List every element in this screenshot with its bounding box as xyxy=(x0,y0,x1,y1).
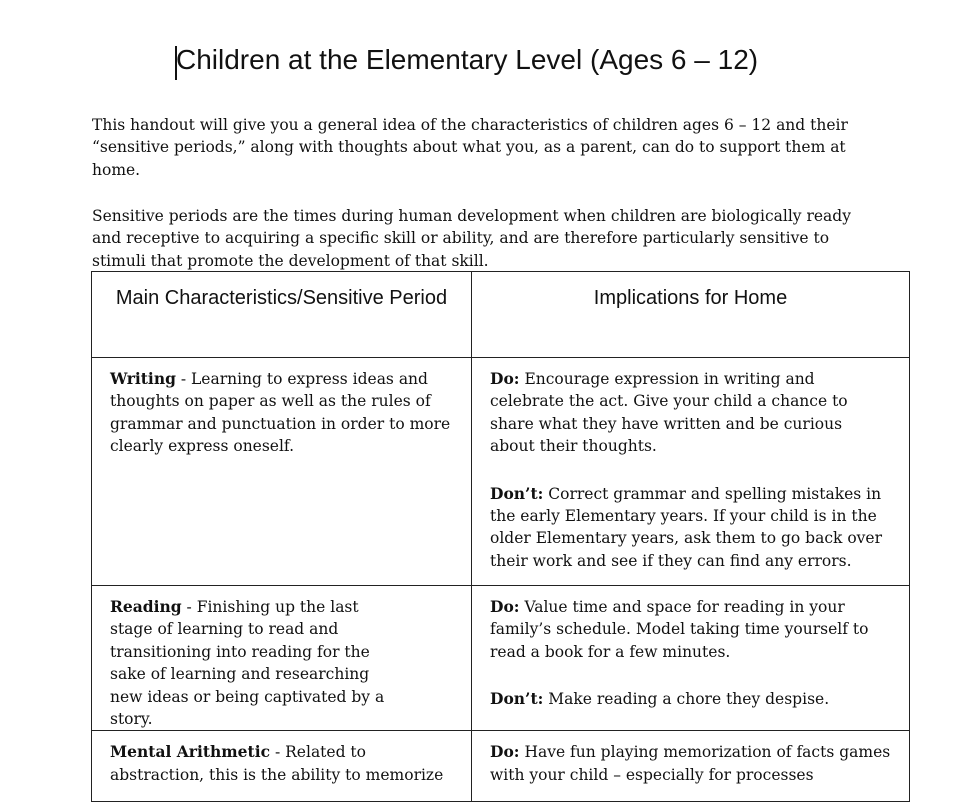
dont-label: Don’t: xyxy=(490,689,544,709)
intro-paragraph: This handout will give you a general idea of the characteristics of children ages 6 – 12 and their “sensitive periods,” along with thoughts about what you, as a parent, can do to support them at home. xyxy=(92,116,848,179)
table-row xyxy=(92,358,910,586)
characteristic-cell xyxy=(92,586,472,731)
do-text: Have fun playing memorization of facts games with your child – especially for processes xyxy=(490,743,891,784)
dont-label: Don’t: xyxy=(490,483,544,503)
do-label: Do: xyxy=(490,597,520,616)
do-label: Do: xyxy=(490,742,520,762)
page-title: Children at the Elementary Level (Ages 6 – 12) xyxy=(176,44,759,75)
implication-cell xyxy=(472,731,910,802)
table-row xyxy=(92,586,910,731)
do-text: Value time and space for reading in your family’s schedule. Model taking time yourself to read a book for a few minutes. xyxy=(490,598,869,661)
do-text: Encourage expression in writing and celebrate the act. Give your child a chance to share what they have written and be curious about their thoughts. xyxy=(490,370,848,456)
term-description: - Related to abstraction, this is the ability to memorize xyxy=(110,743,444,784)
characteristic-cell xyxy=(92,731,472,802)
term-label: Reading xyxy=(110,597,182,616)
implication-cell xyxy=(472,358,910,586)
do-label: Do: xyxy=(490,369,520,388)
term-label: Mental Arithmetic xyxy=(110,742,271,762)
term-label: Writing xyxy=(110,369,176,388)
header-characteristics: Main Characteristics/Sensitive Period xyxy=(92,272,472,358)
table-header-row xyxy=(92,272,910,358)
dont-text: Correct grammar and spelling mistakes in the early Elementary years. If your child is in the older Elementary years, ask them to go back over their work and see if they can find any errors. xyxy=(490,484,882,570)
dont-text: Make reading a chore they despise. xyxy=(543,690,830,709)
implication-cell xyxy=(472,586,910,731)
definition-paragraph: Sensitive periods are the times during human development when children are biologically ready and receptive to acquiring a specific skill or ability, and are therefore particularly sensitive to stimuli that promote the development of that skill. xyxy=(92,207,851,270)
term-description: - Learning to express ideas and thoughts on paper as well as the rules of grammar and punctuation in order to more clearly express oneself. xyxy=(110,370,451,456)
header-implications: Implications for Home xyxy=(472,272,910,358)
term-description: - Finishing up the last stage of learning to read and transitioning into reading for the sake of learning and researching new ideas or being captivated by a story. xyxy=(110,598,385,729)
table-row xyxy=(92,731,910,802)
characteristic-cell xyxy=(92,358,472,586)
characteristics-table xyxy=(91,271,910,802)
